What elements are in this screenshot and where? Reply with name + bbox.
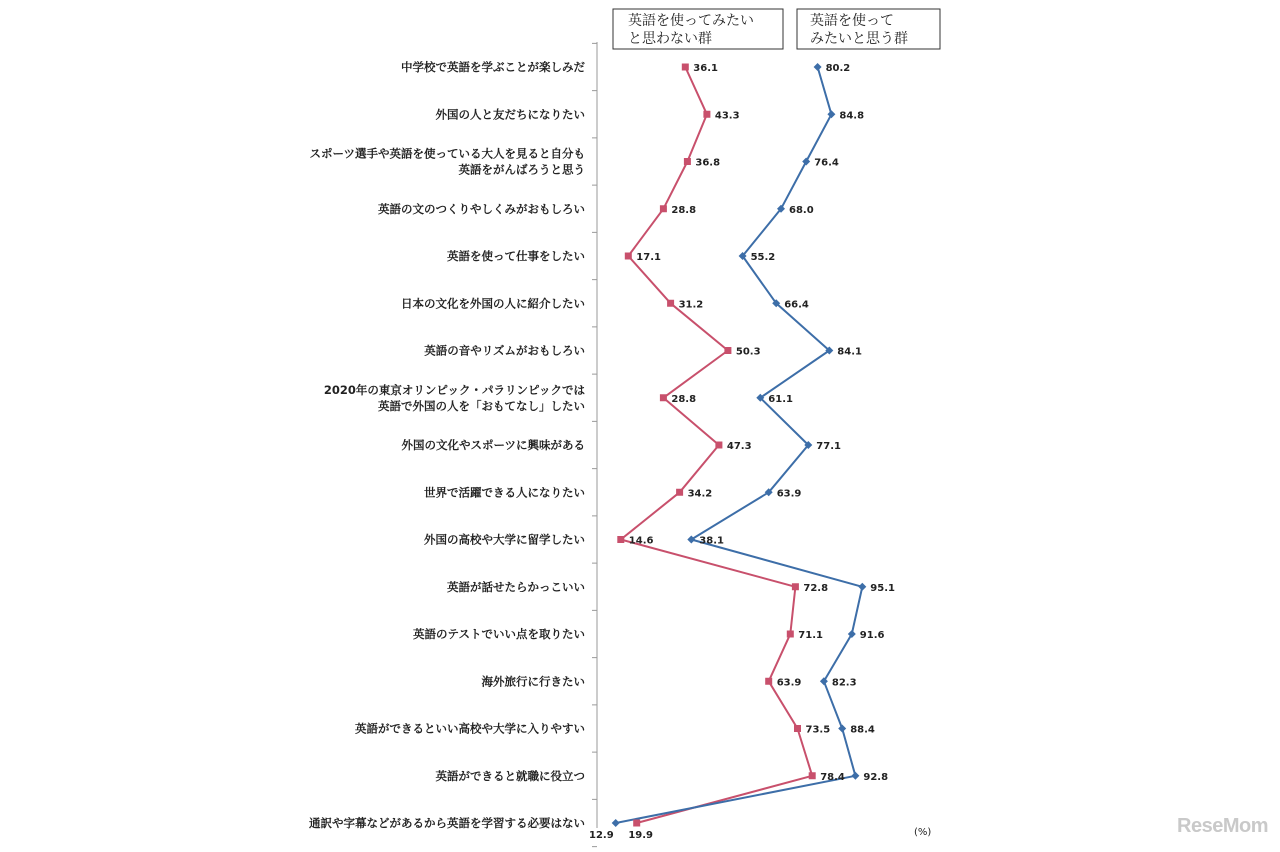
data-point-series-0	[682, 64, 689, 71]
data-label-series-1: 68.0	[789, 204, 814, 216]
data-label-series-1: 12.9	[589, 830, 614, 841]
category-label: 日本の文化を外国の人に紹介したい	[401, 296, 585, 311]
category-label: 世界で活躍できる人になりたい	[424, 485, 585, 500]
data-point-series-0	[724, 347, 731, 354]
data-point-series-1	[838, 725, 846, 733]
data-label-series-0: 71.1	[798, 630, 823, 641]
data-label-series-0: 43.3	[714, 110, 740, 122]
category-label: 英語のテストでいい点を取りたい	[412, 627, 585, 641]
data-point-series-0	[809, 772, 816, 779]
data-point-series-0	[765, 678, 772, 685]
data-label-series-1: 84.8	[839, 110, 865, 122]
category-label: 通訳や字幕などがあるから英語を学習する必要はない	[309, 816, 585, 830]
data-label-series-1: 88.4	[850, 724, 875, 736]
category-label: 外国の人と友だちになりたい	[435, 107, 585, 122]
data-label-series-1: 95.1	[870, 582, 895, 594]
legend-series-1-line-2: みたいと思う群	[810, 31, 908, 47]
data-label-series-0: 47.3	[726, 441, 752, 452]
legend-series-0-line-1: 英語を使ってみたい	[628, 13, 754, 29]
data-point-series-1	[827, 110, 835, 118]
data-label-series-1: 82.3	[831, 677, 857, 689]
watermark-logo: ReseMom	[1177, 815, 1268, 837]
data-point-series-0	[794, 725, 801, 732]
data-label-series-1: 76.4	[814, 157, 839, 169]
data-label-series-1: 38.1	[699, 535, 724, 547]
data-label-series-0: 78.4	[820, 771, 845, 783]
data-point-series-1	[858, 583, 866, 591]
legend-series-0-line-2: と思わない群	[628, 31, 712, 47]
data-label-series-1: 66.4	[784, 299, 809, 311]
data-label-series-0: 28.8	[671, 393, 697, 405]
category-label: 英語の文のつくりやしくみがおもしろい	[378, 201, 585, 216]
data-point-series-0	[676, 489, 683, 496]
category-label: 中学校で英語を学ぶことが楽しみだ	[401, 60, 585, 74]
data-point-series-0	[684, 158, 691, 165]
data-point-series-0	[660, 205, 667, 212]
data-label-series-1: 92.8	[863, 771, 889, 783]
data-point-series-0	[633, 820, 640, 827]
data-point-series-0	[660, 394, 667, 401]
data-point-series-0	[617, 536, 624, 543]
category-label: 外国の文化やスポーツに興味がある	[401, 438, 585, 452]
category-label: 英語が話せたらかっこいい	[447, 579, 585, 594]
data-point-series-1	[814, 63, 822, 71]
data-label-series-0: 73.5	[805, 724, 831, 736]
data-point-series-0	[715, 442, 722, 449]
data-point-series-1	[851, 772, 859, 780]
unit-label: (%)	[914, 827, 932, 838]
data-label-series-1: 55.2	[750, 252, 776, 263]
data-label-series-0: 50.3	[735, 346, 761, 358]
data-label-series-0: 63.9	[776, 677, 802, 689]
category-label: 英語の音やリズムがおもしろい	[424, 343, 585, 358]
data-point-series-1	[802, 158, 810, 166]
category-label: 英語ができるといい高校や大学に入りやすい	[355, 721, 585, 736]
data-label-series-1: 77.1	[816, 441, 841, 452]
legend-series-1-line-1: 英語を使って	[810, 13, 894, 29]
data-point-series-0	[667, 300, 674, 307]
category-label: 外国の高校や大学に留学したい	[424, 532, 585, 547]
data-label-series-1: 80.2	[825, 63, 851, 74]
data-label-series-0: 36.1	[693, 63, 718, 74]
data-label-series-1: 61.1	[768, 393, 793, 405]
category-label: 英語を使って仕事をしたい	[447, 249, 585, 263]
data-label-series-0: 72.8	[803, 582, 829, 594]
category-label: 海外旅行に行きたい	[481, 674, 585, 689]
data-label-series-1: 63.9	[776, 488, 802, 500]
data-point-series-0	[625, 253, 632, 260]
data-label-series-0: 28.8	[671, 204, 697, 216]
data-label-series-1: 91.6	[859, 630, 885, 641]
data-label-series-1: 84.1	[837, 346, 862, 358]
data-point-series-0	[792, 583, 799, 590]
category-label: 2020年の東京オリンピック・パラリンピックでは	[323, 382, 585, 397]
data-label-series-0: 36.8	[695, 157, 721, 169]
category-label: 英語で外国の人を「おもてなし」したい	[378, 398, 585, 413]
data-label-series-0: 31.2	[678, 299, 704, 311]
category-label: スポーツ選手や英語を使っている大人を見ると自分も	[309, 146, 585, 161]
category-label: 英語ができると就職に役立つ	[435, 768, 585, 783]
legend	[613, 9, 940, 49]
category-label: 英語をがんばろうと思う	[458, 162, 585, 177]
data-label-series-0: 17.1	[636, 252, 661, 263]
data-point-series-0	[703, 111, 710, 118]
data-point-series-1	[612, 819, 620, 827]
data-point-series-0	[787, 631, 794, 638]
data-label-series-0: 14.6	[628, 535, 654, 547]
data-label-series-0: 34.2	[687, 488, 713, 500]
data-label-series-0: 19.9	[628, 830, 654, 841]
